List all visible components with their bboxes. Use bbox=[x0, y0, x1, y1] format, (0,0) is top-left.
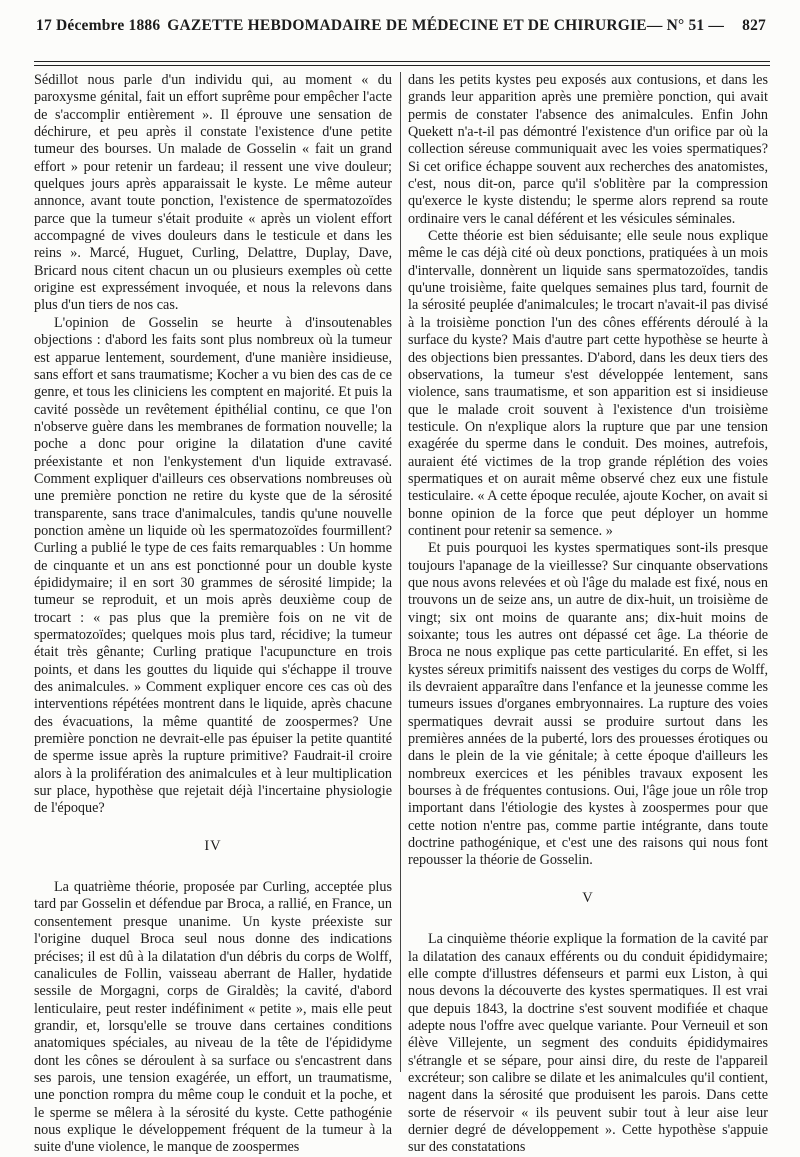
issue-number: — N° 51 — bbox=[646, 17, 725, 34]
section-heading: IV bbox=[204, 837, 222, 854]
header-rule bbox=[34, 61, 770, 66]
page-number: 827 bbox=[742, 17, 766, 34]
paragraph: dans les petits kystes peu exposés aux contusions, et dans les grands leur apparition après une première ponction, qui avait permis de constater l'absence des animalcules. Enfin John Quekett n'a-t-il pas démontré l'existence d'un orifice par où la collection séreuse communiquait avec les voies spermatiques? Si cet orifice échappe souvent aux recherches des anatomistes, c'est, nous dit-on, parce qu'il s'oblitère par la compression qu'exerce le kyste distendu; le sperme alors reprend sa route ordinaire vers le canal déférent et les vésicules séminales. bbox=[408, 72, 768, 227]
paragraph: L'opinion de Gosselin se heurte à d'insoutenables objections : d'abord les faits sont plus nombreux où la tumeur est apparue lentement, sourdement, d'une manière insidieuse, sans effort et sans traumatisme; Kocher a vu bien des cas de ce genre, et tous les cliniciens les comptent en majorité. Et puis la cavité possède un revêtement épithélial continu, ce que l'on n'observe guère dans les membranes de formation nouvelle; la poche a donc pour origine la dilatation d'une cavité préexistante et non l'enkystement d'un liquide extravasé. Comment expliquer d'ailleurs ces observations nombreuses où une première ponction ne retire du kyste que de la sérosité transparente, sans trace d'animalcules, tandis qu'une nouvelle ponction amène un liquide où les spermatozoïdes fourmillent? Curling a publié le type de ces faits remarquables : Un homme de cinquante et un ans est ponctionné pour un double kyste épididymaire; il en sort 30 grammes de sérosité limpide; la tumeur se reproduit, et un mois après deuxième coup de trocart : « pas plus que la première fois on ne vit de spermatozoïdes; quelques mois plus tard, récidive; la tumeur était très gênante; Curling pratique l'acupuncture en trois points, et dans les gouttes du liquide qui s'échappe il trouve des animalcules. » Comment expliquer encore ces cas où des interventions répétées montrent dans le liquide, après chacune des évacuations, la même quantité de zoospermes? Une première ponction ne devrait-elle pas épuiser la petite quantité de sperme issue après la rupture primitive? Faudrait-il croire alors à la prolifération des animalcules et à leur multiplication sur place, hypothèse que rejetait déjà l'incertaine physiologie de l'époque? bbox=[34, 314, 392, 817]
journal-title: GAZETTE HEBDOMADAIRE DE MÉDECINE ET DE CHIRURGIE bbox=[167, 17, 647, 34]
paragraph: La quatrième théorie, proposée par Curling, acceptée plus tard par Gosselin et défendue par Broca, a rallié, en France, un consentement presque unanime. Un kyste préexiste sur l'origine duquel Broca seul nous donne des indications précises; il est dû à la dilatation d'un débris du corps de Wolff, canalicules de Follin, vaisseau aberrant de Haller, hydatide sessile de Morgagni, corps de Giraldès; la cavité, d'abord lenticulaire, peut rester indéfiniment « petite », mais elle peut grandir, et, lorsqu'elle se trouve dans certaines conditions anatomiques spéciales, au niveau de la tête de l'épididyme dont les cônes se déroulent à sa surface ou s'encastrent dans ses parois, une tension exagérée, un effort, un traumatisme, une ponction rompra du même coup le conduit et la poche, et le sperme se mêlera à la sérosité du kyste. Cette pathogénie nous explique le développement fréquent de la tumeur à la suite d'une violence, le manque de zoospermes bbox=[34, 879, 392, 1156]
issue-date: 17 Décembre 1886 bbox=[36, 17, 161, 34]
paragraph: Cette théorie est bien séduisante; elle seule nous explique même le cas déjà cité où deux ponctions, pratiquées à un mois d'intervalle, donnèrent un liquide sans spermatozoïdes, tandis qu'une troisième, faite quelques semaines plus tard, fournit de la sérosité peuplée d'animalcules; le trocart n'avait-il pas divisé à la troisième ponction l'un des cônes efférents déroulé à la surface du kyste? Mais d'autre part cette hypothèse se heurte à des objections bien pressantes. D'abord, dans les deux tiers des observations, la tumeur s'est développée lentement, sans violence, sans traumatisme, et son apparition est si insidieuse que le malade croit souvent à l'existence d'un troisième testicule. On n'explique alors la rupture que par une tension exagérée du sperme dans le conduit. Des moines, autrefois, auraient été victimes de la trop grande réplétion des voies spermatiques et on aurait même observé chez eux une fistule testiculaire. « A cette époque reculée, ajoute Kocher, on avait si bonne opinion de la force que peut déployer un homme continent pour retenir sa semence. » bbox=[408, 228, 768, 539]
section-heading: V bbox=[582, 889, 594, 906]
paragraph: Sédillot nous parle d'un individu qui, au moment « du paroxysme génital, fait un effort suprême pour empêcher l'acte de s'accomplir entièrement ». Il éprouve une sensation de déchirure, et peu après il constate l'existence d'une petite tumeur des bourses. Un malade de Gosselin « fait un grand effort » pour retenir un fardeau; il ressent une vive douleur; quelques jours après apparaissait le kyste. Le même auteur annonce, avant toute ponction, l'existence de spermatozoïdes parce que la tumeur s'était produite « après un violent effort accompagné de vives douleurs dans le testicule et dans les reins ». Marcé, Huguet, Curling, Delattre, Duplay, Dave, Bricard nous citent chacun un ou plusieurs exemples où cette origine est expressément invoquée, et nous la relevons dans plus d'un tiers de nos cas. bbox=[34, 72, 392, 314]
column-divider bbox=[400, 72, 401, 1072]
paragraph: La cinquième théorie explique la formation de la cavité par la dilatation des canaux efférents ou du conduit épididymaire; elle compte d'illustres défenseurs et parmi eux Liston, à qui nous devons la découverte des kystes spermatiques. Il est vrai que depuis 1843, la doctrine s'est souvent modifiée et chaque adepte nous l'offre avec quelque variante. Pour Verneuil et son élève Villejente, un segment des conduits épididymaires s'étrangle et se sépare, pour ainsi dire, du reste de l'appareil excréteur; son calibre se dilate et les animalcules qu'il contient, nagent dans la sérosité que produisent les parois. Dans cette sorte de réservoir « ils peuvent subir tout à leur aise leur dernier degré de développement ». Cette hypothèse s'appuie sur des constatations bbox=[408, 931, 768, 1156]
paragraph: Et puis pourquoi les kystes spermatiques sont-ils presque toujours l'apanage de la vieillesse? Sur cinquante observations que nous avons relevées et où l'âge du malade est fixé, nous en trouvons un de seize ans, un autre de dix-huit, un troisième de vingt; six ont moins de quarante ans; dix-huit moins de soixante; tous les autres ont dépassé cet âge. La théorie de Broca ne nous explique pas cette particularité. En effet, si les kystes séreux primitifs naissent des vestiges du corps de Wolff, ils devraient apparaître dans l'enfance et la jeunesse comme les tumeurs issues d'organes embryonnaires. La rupture des voies spermatiques devrait aussi se produire surtout dans les premières années de la puberté, lors des prouesses érotiques ou dans le plein de la vie génitale; à cette époque d'ailleurs les nombreux exercices et les pénibles travaux exposent les bourses à de fréquentes contusions. Oui, l'âge joue un rôle trop important dans l'étiologie des kystes à zoospermes pour que cette notion n'entre pas, comme partie intégrante, dans toute doctrine pathogénique, et c'est une des raisons qui nous font repousser la théorie de Gosselin. bbox=[408, 540, 768, 869]
right-column bbox=[408, 72, 768, 1157]
left-column bbox=[34, 72, 392, 1157]
running-header bbox=[36, 14, 766, 38]
